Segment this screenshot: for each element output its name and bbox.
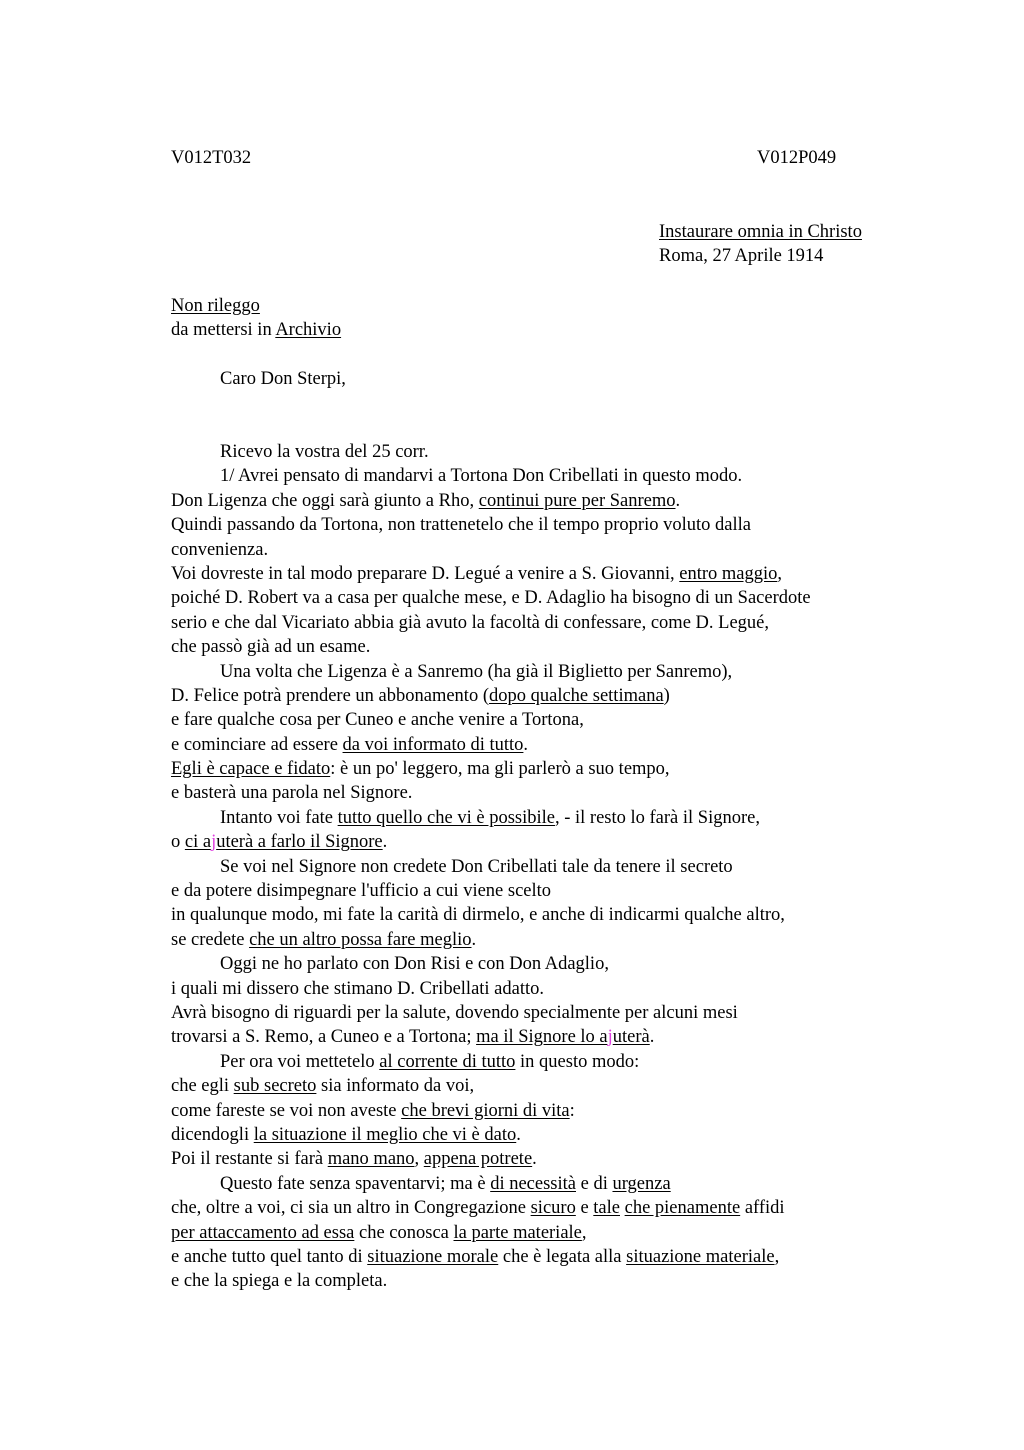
body-line [171, 684, 931, 708]
body-line [171, 1025, 931, 1049]
text-segment: ) [663, 685, 670, 706]
body-line [171, 733, 931, 757]
text-segment: Una volta che Ligenza è a Sanremo (ha già il Biglietto per Sanremo), [220, 661, 733, 682]
body-line [171, 489, 931, 513]
body-line [171, 586, 931, 610]
underlined-text: appena potrete [423, 1149, 533, 1170]
text-segment: che, oltre a voi, ci sia un altro in Congregazione [171, 1198, 531, 1219]
text-segment: come fareste se voi non aveste [171, 1100, 402, 1121]
document-code-left: V012T032 [171, 148, 252, 168]
body-line [171, 660, 931, 684]
underlined-text: sub secreto [233, 1076, 317, 1097]
note-archive-word: Archivio [275, 320, 342, 340]
body-line [171, 1196, 931, 1220]
text-segment: in questo modo: [515, 1051, 640, 1072]
text-segment: . [675, 490, 681, 511]
text-segment: Don Ligenza che oggi sarà giunto a Rho, [171, 490, 479, 511]
text-segment: Avrà bisogno di riguardi per la salute, dovendo specialmente per alcuni mesi [171, 1002, 738, 1023]
text-segment: poiché D. Robert va a casa per qualche mese, e D. Adaglio ha bisogno di un Sacerdote [171, 588, 811, 609]
text-segment: 1/ Avrei pensato di mandarvi a Tortona Don Cribellati in questo modo. [220, 466, 743, 487]
underlined-text: la parte materiale [453, 1222, 582, 1243]
body-line [171, 562, 931, 586]
text-segment: Oggi ne ho parlato con Don Risi e con Don Adaglio, [220, 954, 609, 975]
underlined-text: per attaccamento ad essa [171, 1222, 355, 1243]
text-segment: , [777, 563, 783, 584]
salutation: Caro Don Sterpi, [220, 369, 346, 389]
text-segment: e anche tutto quel tanto di [171, 1246, 368, 1267]
text-segment: . [649, 1027, 655, 1048]
text-segment: sia informato da voi, [316, 1076, 475, 1097]
place-date: Roma, 27 Aprile 1914 [659, 246, 824, 266]
underlined-text: uterà [612, 1027, 650, 1048]
body-line [171, 1172, 931, 1196]
text-segment: . [516, 1124, 521, 1145]
text-segment: in qualunque modo, mi fate la carità di dirmelo, e anche di indicarmi qualche altro, [171, 905, 785, 926]
letter-body [171, 440, 931, 1294]
body-line [171, 1221, 931, 1245]
text-segment: e basterà una parola nel Signore. [171, 783, 413, 804]
text-segment: Per ora voi mettetelo [220, 1051, 380, 1072]
text-segment: Poi il restante si farà [171, 1149, 328, 1170]
underlined-text: tale [593, 1198, 620, 1219]
text-segment: affidi [740, 1198, 785, 1219]
underlined-text: che un altro possa fare meglio [249, 929, 472, 950]
underlined-text: dopo qualche settimana [488, 685, 664, 706]
underlined-text: situazione materiale [626, 1246, 775, 1267]
text-segment: e che la spiega e la completa. [171, 1271, 388, 1292]
note-archive [171, 318, 341, 342]
body-line [171, 928, 931, 952]
body-line [171, 1099, 931, 1123]
underlined-text: ma il Signore lo a [476, 1027, 608, 1048]
body-line [171, 879, 931, 903]
body-line [171, 708, 931, 732]
body-line [171, 830, 931, 854]
body-line [171, 952, 931, 976]
body-line [171, 757, 931, 781]
underlined-text: che pienamente [624, 1198, 741, 1219]
body-line [171, 1050, 931, 1074]
text-segment: dicendogli [171, 1124, 254, 1145]
text-segment: che è legata alla [498, 1246, 627, 1267]
underlined-text: di necessità [490, 1173, 576, 1194]
text-segment: convenienza. [171, 539, 269, 560]
text-segment: . [532, 1149, 537, 1170]
body-line [171, 1001, 931, 1025]
text-segment: e da potere disimpegnare l'ufficio a cui viene scelto [171, 881, 552, 902]
underlined-text: che brevi giorni di vita [401, 1100, 570, 1121]
text-segment: , - il resto lo farà il Signore, [554, 807, 760, 828]
underlined-text: da voi informato di tutto [342, 734, 524, 755]
body-line [171, 855, 931, 879]
text-segment: Intanto voi fate [220, 807, 338, 828]
text-segment: Voi dovreste in tal modo preparare D. Legué a venire a S. Giovanni, [171, 563, 680, 584]
text-segment: e [575, 1198, 594, 1219]
body-line [171, 1269, 931, 1293]
underlined-text: la situazione il meglio che vi è dato [253, 1124, 517, 1145]
text-segment: Se voi nel Signore non credete Don Cribellati tale da tenere il secreto [220, 856, 733, 877]
underlined-text: ci a [184, 832, 212, 853]
text-segment: . [471, 929, 477, 950]
underlined-text: situazione morale [367, 1246, 499, 1267]
text-segment: trovarsi a S. Remo, a Cuneo e a Tortona; [171, 1027, 477, 1048]
text-segment: se credete [171, 929, 250, 950]
text-segment: che passò già ad un esame. [171, 637, 371, 658]
text-segment: : è un po' leggero, ma gli parlerò a suo tempo, [330, 759, 670, 780]
body-line [171, 1123, 931, 1147]
underlined-text: continui pure per Sanremo [478, 490, 676, 511]
underlined-text: sicuro [530, 1198, 576, 1219]
body-line [171, 806, 931, 830]
text-segment: Ricevo la vostra del 25 corr. [220, 442, 429, 462]
text-segment: e cominciare ad essere [171, 734, 343, 755]
body-line [171, 977, 931, 1001]
body-line [171, 611, 931, 635]
underlined-text: uterà a farlo il Signore [216, 832, 383, 853]
underlined-text: urgenza [612, 1173, 671, 1194]
text-segment: D. Felice potrà prendere un abbonamento ( [171, 685, 489, 706]
text-segment: che conosca [354, 1222, 454, 1243]
underlined-text: j [607, 1027, 613, 1048]
document-code-right: V012P049 [757, 148, 837, 168]
text-segment: Quindi passando da Tortona, non trattenetelo che il tempo proprio voluto dalla [171, 515, 751, 536]
text-segment: i quali mi dissero che stimano D. Cribellati adatto. [171, 978, 545, 999]
text-segment: e fare qualche cosa per Cuneo e anche venire a Tortona, [171, 710, 584, 731]
underlined-text: entro maggio [679, 563, 778, 584]
motto: Instaurare omnia in Christo [659, 222, 862, 242]
note-no-reread: Non rileggo [171, 296, 260, 316]
body-line [171, 440, 931, 464]
text-segment: che egli [171, 1076, 234, 1097]
text-segment: Questo fate senza spaventarvi; ma è [220, 1173, 491, 1194]
underlined-text: tutto quello che vi è possibile [337, 807, 555, 828]
underlined-text: al corrente di tutto [379, 1051, 516, 1072]
body-line [171, 538, 931, 562]
body-line [171, 903, 931, 927]
body-line [171, 1245, 931, 1269]
underlined-text: mano mano [327, 1149, 415, 1170]
text-segment: , [774, 1246, 780, 1267]
underlined-text: Egli è capace e fidato [171, 759, 331, 780]
text-segment: . [382, 832, 388, 853]
text-segment: . [523, 734, 529, 755]
body-line [171, 513, 931, 537]
body-line [171, 464, 931, 488]
note-archive-prefix: da mettersi in [171, 320, 276, 340]
body-line [171, 635, 931, 659]
text-segment: : [569, 1100, 575, 1121]
body-line [171, 781, 931, 805]
body-line [171, 1147, 931, 1171]
text-segment: , [414, 1149, 424, 1170]
text-segment: e di [576, 1173, 613, 1194]
body-line [171, 1074, 931, 1098]
text-segment: serio e che dal Vicariato abbia già avuto la facoltà di confessare, come D. Legué, [171, 612, 769, 633]
text-segment: , [581, 1222, 587, 1243]
underlined-text: j [211, 832, 217, 853]
text-segment: o [171, 832, 185, 853]
